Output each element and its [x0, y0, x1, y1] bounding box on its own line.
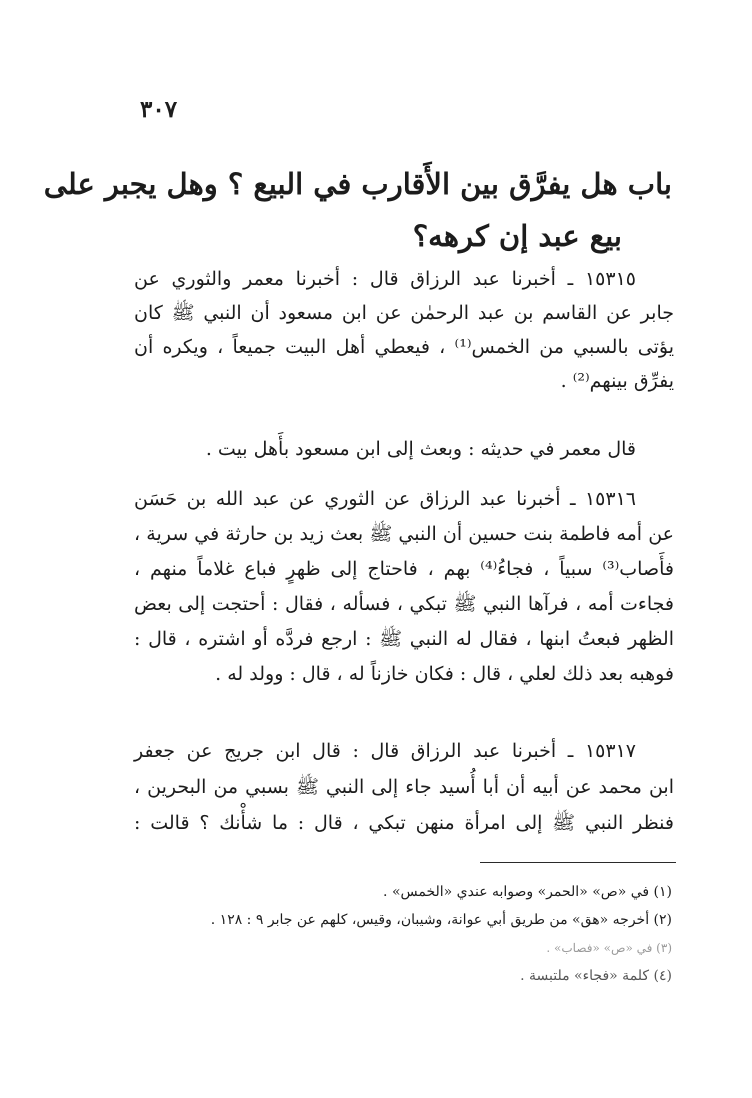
- footnotes: [136, 878, 672, 990]
- text-line: فأَصاب⁽³⁾ سبياً ، فجاءُ⁽⁴⁾ بهم ، فاحتاج إلى ظهرٍ فباع غلاماً منهم ،: [134, 558, 674, 580]
- text-line: الظهر فبعتُ ابنها ، فقال له النبي ﷺ : ارجع فردَّه أو اشتره ، قال :: [134, 628, 674, 650]
- hadith-15317: [134, 733, 674, 841]
- footnote: (١) في «ص» «الحمر» وصوابه عندي «الخمس» .: [383, 884, 672, 900]
- text-line: يفرِّق بينهم⁽²⁾ .: [560, 370, 674, 392]
- text-line: ١٥٣١٥ ـ أخبرنا عبد الرزاق قال : أخبرنا معمر والثوري عن: [134, 268, 636, 290]
- text-line: فنظر النبي ﷺ إلى امرأة منهن تبكي ، قال : ما شأْنك ؟ قالت :: [134, 812, 674, 834]
- chapter-heading-line: بيع عبد إن كرهه؟: [412, 219, 622, 253]
- text-line: فجاءت أمه ، فرآها النبي ﷺ تبكي ، فسأله ، فقال : أحتجت إلى بعض: [134, 593, 674, 615]
- text-line: فوهبه بعد ذلك لعلي ، قال : فكان خازناً له ، قال : وولد له .: [215, 663, 674, 685]
- footnote: (٤) كلمة «فجاء» ملتبسة .: [520, 968, 672, 984]
- footnote: (٢) أخرجه «هق» من طريق أبي عوانة، وشيبان، وقيس، كلهم عن جابر ٩ : ١٢٨ .: [210, 912, 672, 928]
- text-line: يؤتى بالسبي من الخمس⁽¹⁾ ، فيعطي أهل البيت جميعاً ، ويكره أن: [134, 336, 674, 358]
- text-line: ١٥٣١٦ ـ أخبرنا عبد الرزاق عن الثوري عن عبد الله بن حَسَن: [134, 488, 636, 510]
- text-line: جابر عن القاسم بن عبد الرحمٰن عن ابن مسعود أن النبي ﷺ كان: [134, 302, 674, 324]
- footnote: (٣) في «ص» «فصاب» .: [546, 941, 672, 955]
- narration-note: [134, 432, 674, 466]
- text-line: قال معمر في حديثه : وبعث إلى ابن مسعود بأَهل بيت .: [205, 438, 636, 460]
- text-line: ١٥٣١٧ ـ أخبرنا عبد الرزاق قال : قال ابن جريج عن جعفر: [134, 740, 636, 762]
- text-line: عن أمه فاطمة بنت حسين أن النبي ﷺ بعث زيد بن حارثة في سرية ،: [134, 523, 674, 545]
- chapter-heading-line: باب هل يفرَّق بين الأَقارب في البيع ؟ وهل يجبر على: [43, 167, 672, 201]
- text-line: ابن محمد عن أبيه أن أبا أُسيد جاء إلى النبي ﷺ بسبي من البحرين ،: [134, 776, 674, 798]
- hadith-15316: [134, 482, 674, 692]
- hadith-15315: [134, 262, 674, 398]
- page-number: ٣٠٧: [140, 96, 178, 123]
- footnote-divider: [480, 862, 676, 863]
- chapter-heading: [43, 158, 672, 262]
